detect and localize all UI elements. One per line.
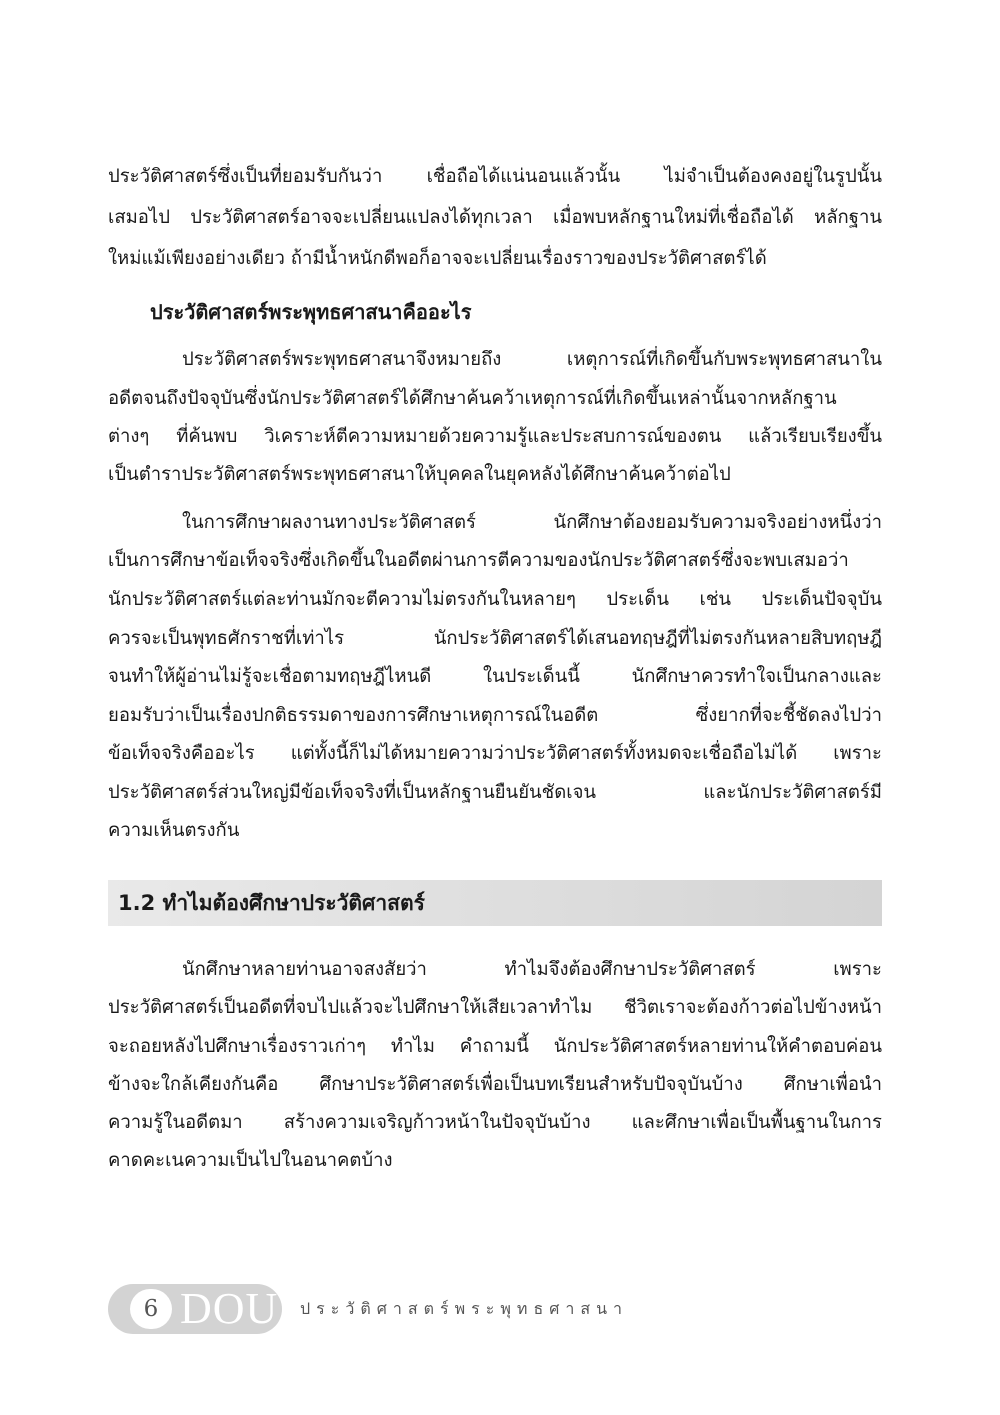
text-line: ประวัติศาสตร์เป็นอดีตที่จบไปแล้วจะไปศึกษาให้เสียเวลาทำไม ชีวิตเราจะต้องก้าวต่อไปข้างหน้า: [108, 997, 882, 1018]
section-band: [108, 880, 882, 926]
text-line: จนทำให้ผู้อ่านไม่รู้จะเชื่อตามทฤษฎีไหนดี ในประเด็นนี้ นักศึกษาควรทำใจเป็นกลางและ: [108, 666, 882, 687]
text-line: เป็นการศึกษาข้อเท็จจริงซึ่งเกิดขึ้นในอดีตผ่านการตีความของนักประวัติศาสตร์ซึ่งจะพบเสมอว่า: [108, 550, 849, 571]
text-line: ความเห็นตรงกัน: [108, 820, 240, 841]
text-line: ควรจะเป็นพุทธศักราชที่เท่าไร นักประวัติศาสตร์ได้เสนอทฤษฎีที่ไม่ตรงกันหลายสิบทฤษฎี: [108, 628, 882, 649]
text-line: นักประวัติศาสตร์แต่ละท่านมักจะตีความไม่ตรงกันในหลายๆ ประเด็น เช่น ประเด็นปัจจุบัน: [108, 589, 882, 610]
dou-logo: DOU: [180, 1284, 279, 1333]
text-line: ข้างจะใกล้เคียงกันคือ ศึกษาประวัติศาสตร์เพื่อเป็นบทเรียนสำหรับปัจจุบันบ้าง ศึกษาเพื่อนำ: [108, 1074, 882, 1095]
page-number: 6: [130, 1289, 172, 1329]
text-line: เสมอไป ประวัติศาสตร์อาจจะเปลี่ยนแปลงได้ทุกเวลา เมื่อพบหลักฐานใหม่ที่เชื่อถือได้ หลักฐาน: [108, 207, 882, 228]
text-line: ประวัติศาสตร์ส่วนใหญ่มีข้อเท็จจริงที่เป็นหลักฐานยืนยันชัดเจน และนักประวัติศาสตร์มี: [108, 782, 882, 803]
text-line: ในการศึกษาผลงานทางประวัติศาสตร์ นักศึกษาต้องยอมรับความจริงอย่างหนึ่งว่า: [182, 512, 882, 533]
text-line: ต่างๆ ที่ค้นพบ วิเคราะห์ตีความหมายด้วยความรู้และประสบการณ์ของตน แล้วเรียบเรียงขึ้น: [108, 426, 882, 447]
text-line: นักศึกษาหลายท่านอาจสงสัยว่า ทำไมจึงต้องศึกษาประวัติศาสตร์ เพราะ: [182, 959, 882, 980]
footer-book-title: ประวัติศาสตร์พระพุทธศาสนา: [300, 1299, 629, 1318]
text-line: คาดคะเนความเป็นไปในอนาคตบ้าง: [108, 1150, 393, 1171]
text-line: ใหม่แม้เพียงอย่างเดียว ถ้ามีน้ำหนักดีพอก็อาจจะเปลี่ยนเรื่องราวของประวัติศาสตร์ได้: [108, 248, 767, 269]
band-heading: 1.2 ทำไมต้องศึกษาประวัติศาสตร์: [118, 891, 425, 915]
text-line: ประวัติศาสตร์พระพุทธศาสนาจึงหมายถึง เหตุการณ์ที่เกิดขึ้นกับพระพุทธศาสนาใน: [182, 349, 882, 370]
text-line: อดีตจนถึงปัจจุบันซึ่งนักประวัติศาสตร์ได้ศึกษาค้นคว้าเหตุการณ์ที่เกิดขึ้นเหล่านั้นจากหลักฐาน: [108, 388, 837, 409]
text-line: จะถอยหลังไปศึกษาเรื่องราวเก่าๆ ทำไม คำถามนี้ นักประวัติศาสตร์หลายท่านให้คำตอบค่อน: [108, 1036, 882, 1057]
section-heading: ประวัติศาสตร์พระพุทธศาสนาคืออะไร: [150, 300, 472, 324]
text-line: ข้อเท็จจริงคืออะไร แต่ทั้งนี้ก็ไม่ได้หมายความว่าประวัติศาสตร์ทั้งหมดจะเชื่อถือไม่ได้ เพราะ: [108, 743, 882, 764]
text-line: ความรู้ในอดีตมา สร้างความเจริญก้าวหน้าในปัจจุบันบ้าง และศึกษาเพื่อเป็นพื้นฐานในการ: [108, 1112, 882, 1133]
text-line: เป็นตำราประวัติศาสตร์พระพุทธศาสนาให้บุคคลในยุคหลังได้ศึกษาค้นคว้าต่อไป: [108, 464, 731, 485]
footer-badge: [108, 1284, 282, 1334]
text-line: ประวัติศาสตร์ซึ่งเป็นที่ยอมรับกันว่า เชื่อถือได้แน่นอนแล้วนั้น ไม่จำเป็นต้องคงอยู่ในรูปนั้น: [108, 166, 882, 187]
text-line: ยอมรับว่าเป็นเรื่องปกติธรรมดาของการศึกษาเหตุการณ์ในอดีต ซึ่งยากที่จะชี้ชัดลงไปว่า: [108, 705, 882, 726]
